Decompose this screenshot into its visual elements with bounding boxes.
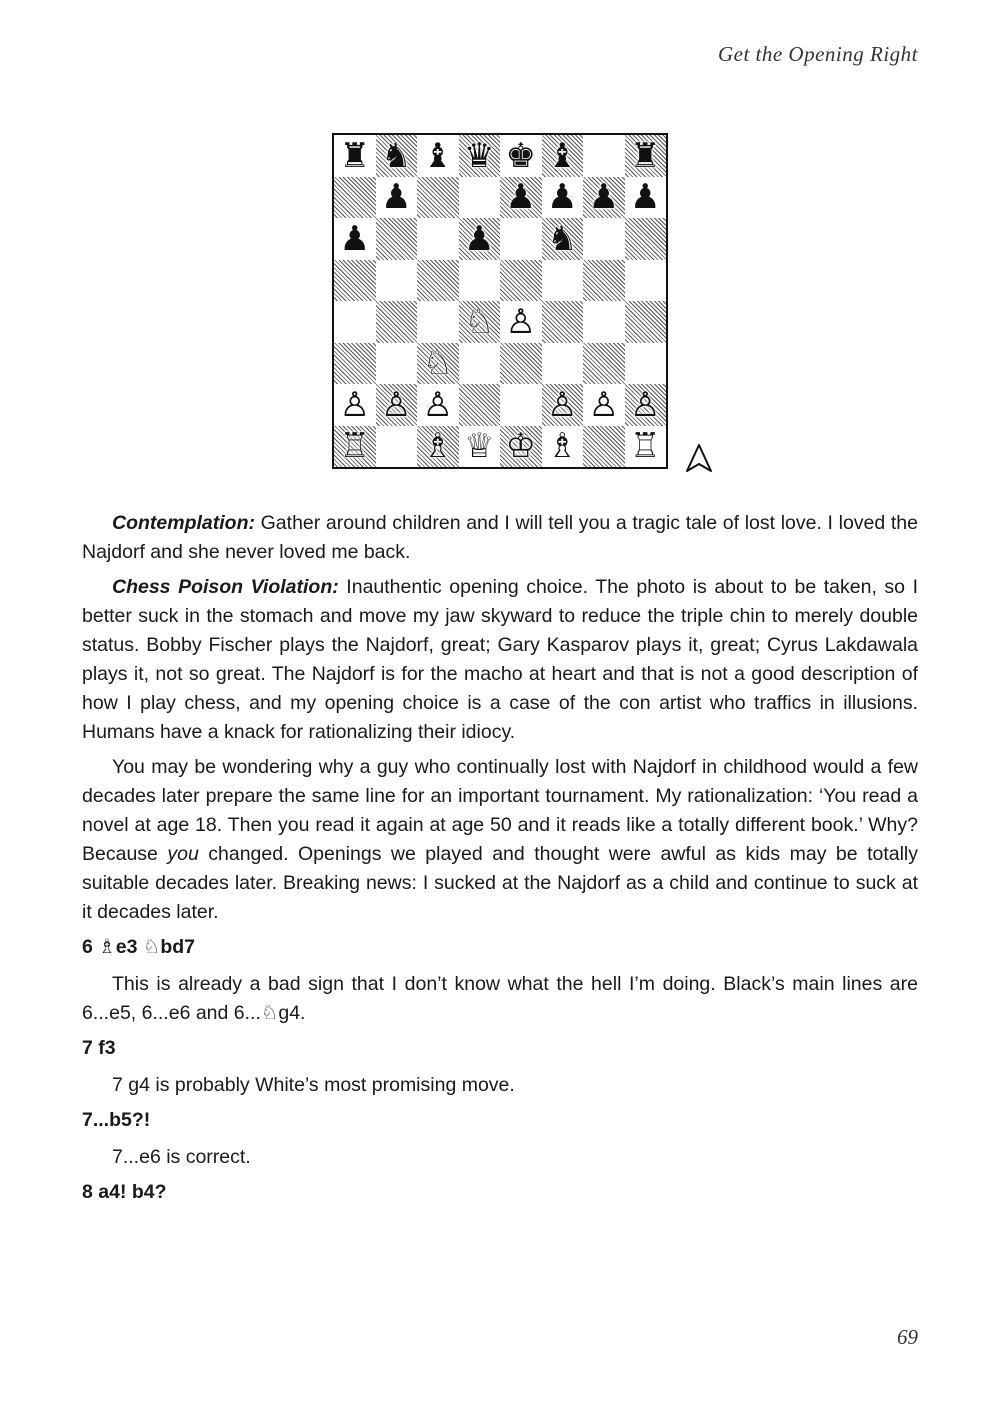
square-g8 bbox=[583, 135, 625, 177]
square-b2 bbox=[376, 384, 418, 426]
black-bishop-icon: ♝ bbox=[422, 135, 453, 176]
square-a6 bbox=[334, 218, 376, 260]
square-a1 bbox=[334, 426, 376, 468]
white-knight-icon: ♘ bbox=[422, 343, 453, 384]
square-g6 bbox=[583, 218, 625, 260]
black-pawn-icon: ♟ bbox=[505, 177, 536, 218]
black-bishop-icon: ♝ bbox=[547, 135, 578, 176]
white-rook-icon: ♖ bbox=[339, 426, 370, 467]
white-bishop-icon: ♗ bbox=[547, 426, 578, 467]
paragraph-e6-note: 7...e6 is correct. bbox=[112, 1146, 251, 1168]
square-f7 bbox=[542, 177, 584, 219]
square-e7 bbox=[500, 177, 542, 219]
move-6: 6 ♗e3 ♘bd7 bbox=[82, 936, 196, 958]
square-d1 bbox=[459, 426, 501, 468]
white-queen-icon: ♕ bbox=[464, 426, 495, 467]
square-c7 bbox=[417, 177, 459, 219]
square-a4 bbox=[334, 301, 376, 343]
square-d4 bbox=[459, 301, 501, 343]
square-a3 bbox=[334, 343, 376, 385]
white-pawn-icon: ♙ bbox=[422, 384, 453, 425]
square-a8 bbox=[334, 135, 376, 177]
chess-board bbox=[334, 135, 666, 467]
square-f6 bbox=[542, 218, 584, 260]
paragraph-g4-note: 7 g4 is probably White’s most promising move. bbox=[112, 1074, 515, 1096]
move-7-black: 7...b5?! bbox=[82, 1109, 151, 1131]
white-pawn-icon: ♙ bbox=[630, 384, 661, 425]
contemplation-heading: Contemplation: bbox=[112, 512, 255, 534]
square-c1 bbox=[417, 426, 459, 468]
main-text bbox=[82, 509, 918, 1215]
square-e2 bbox=[500, 384, 542, 426]
paragraph-bad-sign: This is already a bad sign that I don’t know what the hell I’m doing. Black’s main lines are 6...e5, 6...e6 and 6...♘g4. bbox=[82, 973, 918, 1024]
square-g5 bbox=[583, 260, 625, 302]
square-e3 bbox=[500, 343, 542, 385]
square-h5 bbox=[625, 260, 667, 302]
square-b1 bbox=[376, 426, 418, 468]
square-c5 bbox=[417, 260, 459, 302]
square-d2 bbox=[459, 384, 501, 426]
square-b4 bbox=[376, 301, 418, 343]
black-to-move-icon bbox=[685, 443, 713, 473]
black-rook-icon: ♜ bbox=[339, 135, 370, 176]
black-knight-icon: ♞ bbox=[547, 218, 578, 259]
white-knight-icon: ♘ bbox=[464, 301, 495, 342]
white-pawn-icon: ♙ bbox=[505, 301, 536, 342]
square-g3 bbox=[583, 343, 625, 385]
square-c6 bbox=[417, 218, 459, 260]
black-knight-icon: ♞ bbox=[381, 135, 412, 176]
page-number: 69 bbox=[897, 1325, 918, 1349]
white-pawn-icon: ♙ bbox=[381, 384, 412, 425]
wondering-text-end: changed. Openings we played and thought were awful as kids may be totally suitable decades later. Breaking news: I sucked at the Najdorf as a child and continue to suck at it decades later. bbox=[82, 843, 919, 923]
square-e6 bbox=[500, 218, 542, 260]
square-h4 bbox=[625, 301, 667, 343]
contemplation-text: Gather around children and I will tell you a tragic tale of lost love. I loved the Najdorf and she never loved me back. bbox=[82, 512, 918, 563]
square-g2 bbox=[583, 384, 625, 426]
square-e5 bbox=[500, 260, 542, 302]
paragraph-wondering bbox=[82, 753, 918, 927]
black-pawn-icon: ♟ bbox=[630, 177, 661, 218]
move-7: 7 f3 bbox=[82, 1037, 116, 1059]
square-h7 bbox=[625, 177, 667, 219]
square-h8 bbox=[625, 135, 667, 177]
square-b8 bbox=[376, 135, 418, 177]
square-h6 bbox=[625, 218, 667, 260]
square-b5 bbox=[376, 260, 418, 302]
square-g7 bbox=[583, 177, 625, 219]
move-8: 8 a4! b4? bbox=[82, 1181, 167, 1203]
square-d6 bbox=[459, 218, 501, 260]
black-pawn-icon: ♟ bbox=[464, 218, 495, 259]
square-h2 bbox=[625, 384, 667, 426]
paragraph-violation bbox=[82, 573, 918, 747]
wondering-text-start: You may be wondering why a guy who continually lost with Najdorf in childhood would a few decades later prepare the same line for an important tournament. My rationalization: ‘You read a novel at age 18. Then you read it again at age 50 and it reads like a totally different book.’ Why? Because bbox=[82, 756, 918, 865]
white-king-icon: ♔ bbox=[505, 426, 536, 467]
square-e8 bbox=[500, 135, 542, 177]
black-pawn-icon: ♟ bbox=[381, 177, 412, 218]
wondering-emphasis: you bbox=[167, 843, 199, 865]
square-f8 bbox=[542, 135, 584, 177]
square-a2 bbox=[334, 384, 376, 426]
white-rook-icon: ♖ bbox=[630, 426, 661, 467]
running-head: Get the Opening Right bbox=[717, 42, 918, 66]
square-a5 bbox=[334, 260, 376, 302]
white-pawn-icon: ♙ bbox=[339, 384, 370, 425]
square-c2 bbox=[417, 384, 459, 426]
square-e1 bbox=[500, 426, 542, 468]
square-a7 bbox=[334, 177, 376, 219]
paragraph-contemplation bbox=[82, 509, 918, 567]
square-e4 bbox=[500, 301, 542, 343]
square-d7 bbox=[459, 177, 501, 219]
white-bishop-icon: ♗ bbox=[422, 426, 453, 467]
square-f1 bbox=[542, 426, 584, 468]
square-b7 bbox=[376, 177, 418, 219]
square-f2 bbox=[542, 384, 584, 426]
square-g1 bbox=[583, 426, 625, 468]
black-rook-icon: ♜ bbox=[630, 135, 661, 176]
black-pawn-icon: ♟ bbox=[339, 218, 370, 259]
square-c3 bbox=[417, 343, 459, 385]
white-pawn-icon: ♙ bbox=[547, 384, 578, 425]
square-d3 bbox=[459, 343, 501, 385]
square-h1 bbox=[625, 426, 667, 468]
black-queen-icon: ♛ bbox=[464, 135, 495, 176]
square-d5 bbox=[459, 260, 501, 302]
square-f5 bbox=[542, 260, 584, 302]
square-d8 bbox=[459, 135, 501, 177]
square-c8 bbox=[417, 135, 459, 177]
violation-text: Inauthentic opening choice. The photo is about to be taken, so I better suck in the stomach and move my jaw skyward to reduce the triple chin to merely double status. Bobby Fischer plays the Najdorf, great; Gary Kasparov plays it, great; Cyrus Lakdawala plays it, not so great. The Najdorf is for the macho at heart and that is not a good description of how I play chess, and my opening choice is a case of the con artist who traffics in illusions. Humans have a knack for rationalizing their idiocy. bbox=[82, 576, 918, 743]
square-h3 bbox=[625, 343, 667, 385]
black-king-icon: ♚ bbox=[505, 135, 536, 176]
square-g4 bbox=[583, 301, 625, 343]
black-pawn-icon: ♟ bbox=[588, 177, 619, 218]
violation-heading: Chess Poison Violation: bbox=[112, 576, 339, 598]
chess-diagram bbox=[332, 133, 668, 469]
white-pawn-icon: ♙ bbox=[588, 384, 619, 425]
square-f3 bbox=[542, 343, 584, 385]
black-pawn-icon: ♟ bbox=[547, 177, 578, 218]
square-f4 bbox=[542, 301, 584, 343]
square-b6 bbox=[376, 218, 418, 260]
square-c4 bbox=[417, 301, 459, 343]
square-b3 bbox=[376, 343, 418, 385]
